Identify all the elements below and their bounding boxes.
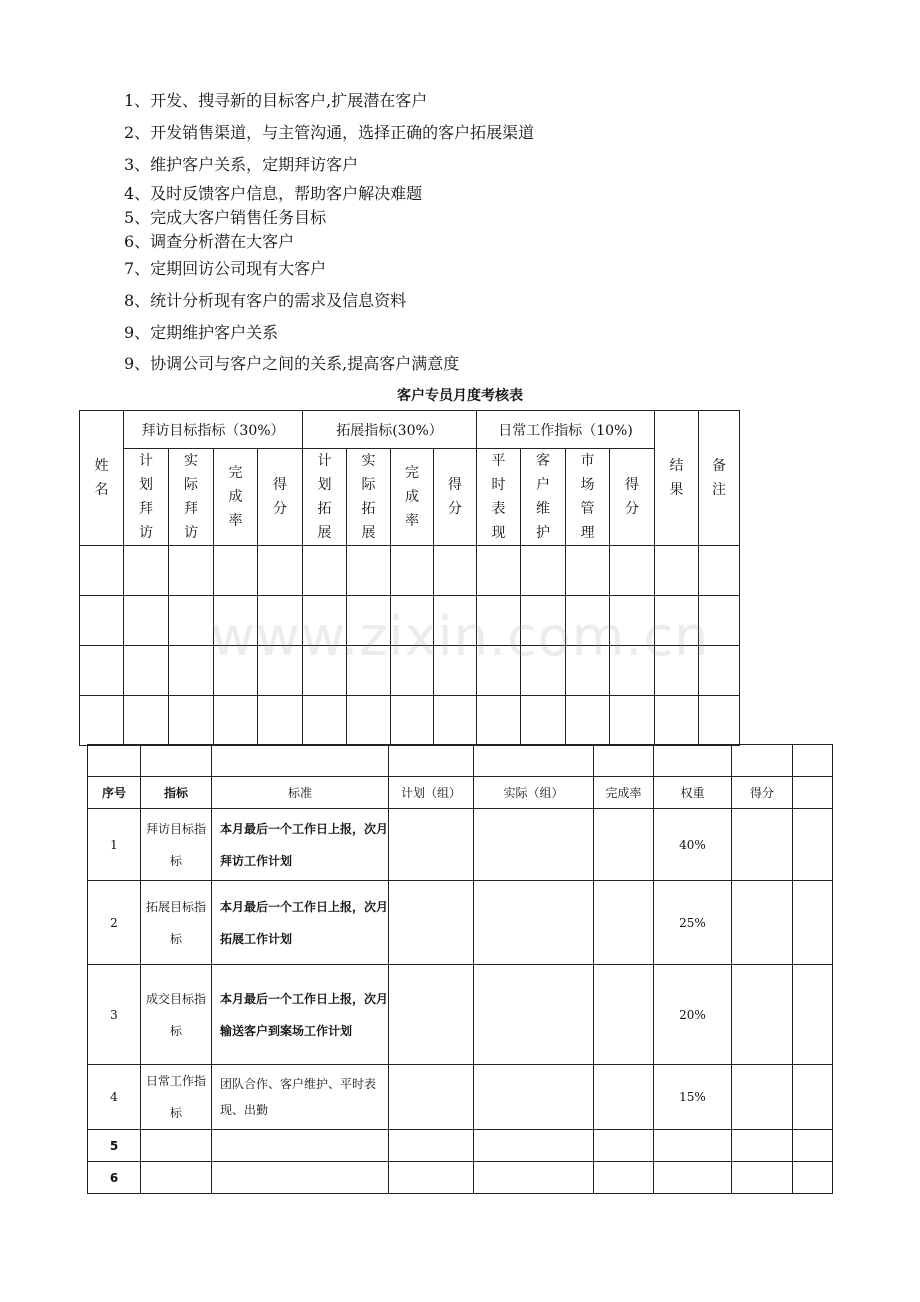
table-row [88,1065,833,1130]
sub-header: 市场管理 [566,449,610,546]
duty-item: 8、统计分析现有客户的需求及信息资料 [124,291,407,310]
group-header-visit: 拜访目标指标（30%） [124,411,303,449]
sub-header: 得分 [610,449,655,546]
header-standard: 标准 [212,777,389,809]
blank-header-row [88,745,833,777]
row-indicator: 拓展目标指标 [141,881,212,965]
header-indicator: 指标 [141,777,212,809]
group-header-daily: 日常工作指标（10%) [477,411,655,449]
table-row [80,596,740,646]
row-standard: 本月最后一个工作日上报，次月拓展工作计划 [212,881,389,965]
remark-header: 备注 [699,411,740,546]
header-weight: 权重 [654,777,732,809]
duty-item: 1、开发、搜寻新的目标客户,扩展潜在客户 [124,91,428,110]
header-plan: 计划（组） [389,777,474,809]
sub-header: 得分 [258,449,303,546]
table-row [88,881,833,965]
sub-header: 完成率 [391,449,434,546]
header-score: 得分 [732,777,793,809]
monthly-assessment-table [79,410,740,746]
table-row [88,965,833,1065]
duty-item: 7、定期回访公司现有大客户 [124,259,327,278]
row-indicator: 拜访目标指标 [141,809,212,881]
header-row [88,777,833,809]
row-indicator: 成交目标指标 [141,965,212,1065]
table-row [80,546,740,596]
table1-title: 客户专员月度考核表 [397,388,523,404]
row-weight: 15% [654,1065,732,1130]
result-header: 结果 [655,411,699,546]
row-weight: 25% [654,881,732,965]
sub-header: 实际拜访 [169,449,214,546]
table-row [88,809,833,881]
sub-header: 计划拜访 [124,449,169,546]
duty-item: 5、完成大客户销售任务目标 [124,208,327,227]
duty-item: 9、协调公司与客户之间的关系,提高客户满意度 [124,354,460,373]
duty-item: 4、及时反馈客户信息，帮助客户解决难题 [124,184,423,203]
table-row [88,1130,833,1162]
row-standard: 团队合作、客户维护、平时表现、出勤 [212,1065,389,1130]
watermark: www.zixin.com.cn [210,605,710,668]
duty-item: 6、调查分析潜在大客户 [124,232,295,251]
duty-item: 2、开发销售渠道，与主管沟通，选择正确的客户拓展渠道 [124,123,535,142]
sub-header: 得分 [434,449,477,546]
row-no: 1 [88,809,141,881]
row-indicator: 日常工作指标 [141,1065,212,1130]
duty-item: 9、定期维护客户关系 [124,323,279,342]
sub-header: 计划拓展 [303,449,347,546]
row-no: 3 [88,965,141,1065]
row-weight: 20% [654,965,732,1065]
indicator-table [87,744,833,1194]
sub-header: 完成率 [214,449,258,546]
table-row [80,646,740,696]
group-header-expand: 拓展指标(30%） [303,411,477,449]
header-actual: 实际（组） [474,777,594,809]
header-completion: 完成率 [594,777,654,809]
name-header: 姓名 [80,411,124,546]
table-row [80,696,740,746]
table-row [88,1162,833,1194]
row-no: 5 [88,1130,141,1162]
row-no: 4 [88,1065,141,1130]
header-no: 序号 [88,777,141,809]
sub-header: 客户维护 [521,449,566,546]
row-standard: 本月最后一个工作日上报，次月拜访工作计划 [212,809,389,881]
duty-item: 3、维护客户关系，定期拜访客户 [124,155,359,174]
sub-header: 平时表现 [477,449,521,546]
row-no: 2 [88,881,141,965]
row-standard: 本月最后一个工作日上报，次月输送客户到案场工作计划 [212,965,389,1065]
sub-header: 实际拓展 [347,449,391,546]
row-weight: 40% [654,809,732,881]
row-no: 6 [88,1162,141,1194]
